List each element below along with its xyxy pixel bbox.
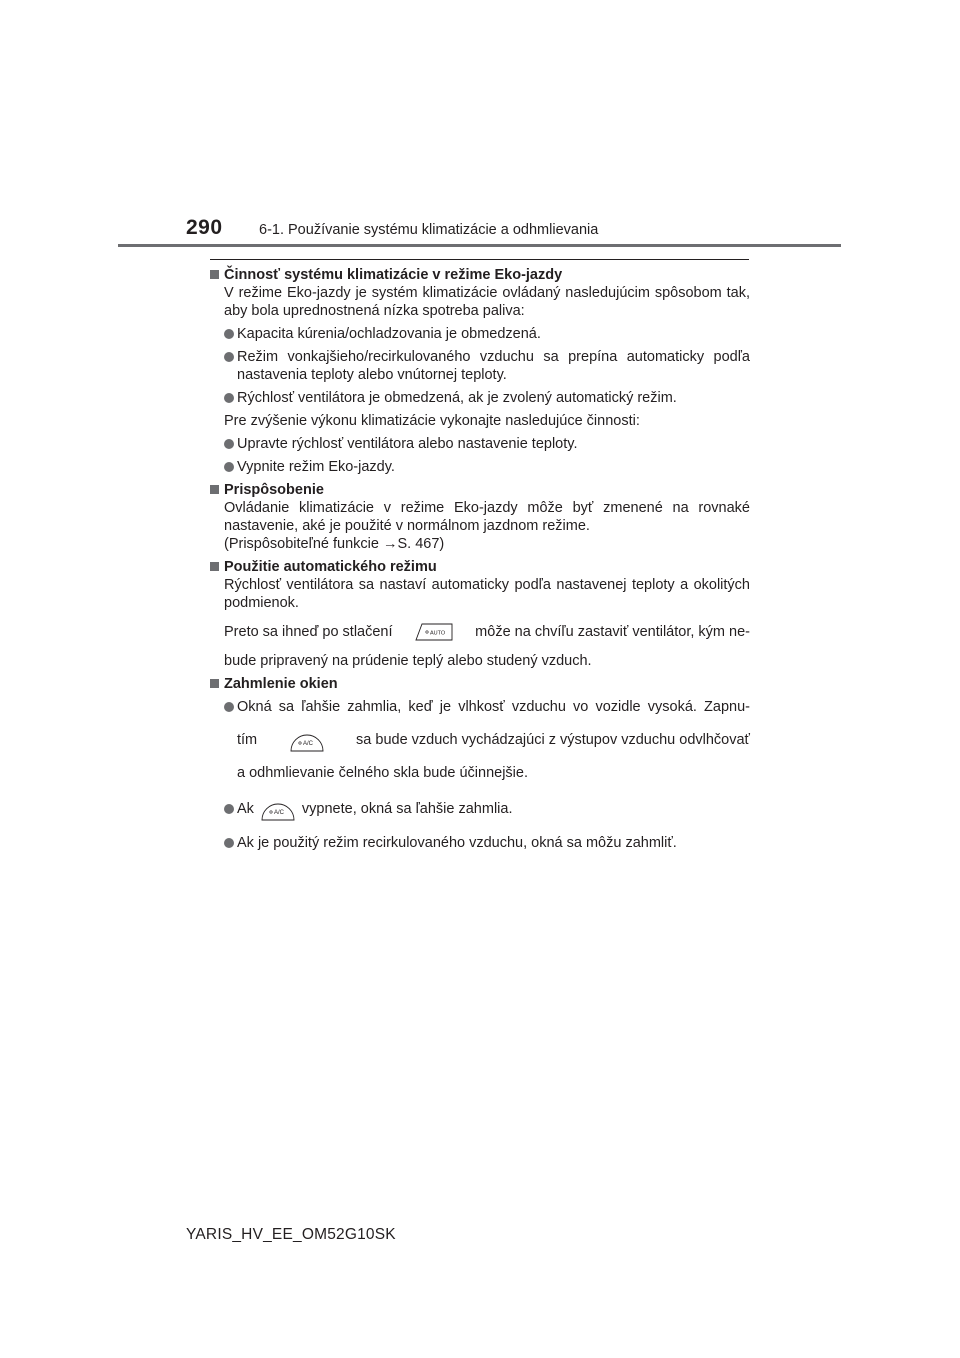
eco-bullet-2: Režim vonkajšieho/recirkulovaného vzduchu sa prepína automaticky podľa nastavenia teploty alebo vnútornej teploty. bbox=[224, 348, 750, 384]
section-heading-auto: Použitie automatického režimu bbox=[210, 558, 750, 576]
document-code: YARIS_HV_EE_OM52G10SK bbox=[186, 1226, 396, 1243]
section-heading-eco: Činnosť systému klimatizácie v režime Eko-jazdy bbox=[210, 266, 750, 284]
page-content bbox=[210, 266, 750, 852]
round-bullet-icon bbox=[224, 439, 234, 449]
page-number: 290 bbox=[186, 216, 223, 239]
eco-middle: Pre zvýšenie výkonu klimatizácie vykonajte nasledujúce činnosti: bbox=[224, 413, 640, 429]
section-heading-custom: Prispôsobenie bbox=[210, 481, 750, 499]
svg-text:A/C: A/C bbox=[273, 810, 284, 816]
fog-bullet-3: Ak je použitý režim recirkulovaného vzduchu, okná sa môžu zahmliť. bbox=[224, 834, 750, 852]
section-rule bbox=[210, 259, 749, 260]
ac-button-icon bbox=[289, 727, 325, 753]
round-bullet-icon bbox=[224, 804, 234, 814]
square-bullet-icon bbox=[210, 270, 219, 279]
auto-button-icon bbox=[414, 622, 454, 642]
header-rule bbox=[118, 244, 841, 247]
svg-text:AUTO: AUTO bbox=[429, 630, 446, 637]
square-bullet-icon bbox=[210, 485, 219, 494]
eco-bullet-1: Kapacita kúrenia/ochladzovania je obmedzená. bbox=[224, 325, 750, 343]
svg-text:A/C: A/C bbox=[302, 741, 313, 747]
eco-bullet-3: Rýchlosť ventilátora je obmedzená, ak je zvolený automatický režim. bbox=[224, 389, 750, 407]
round-bullet-icon bbox=[224, 462, 234, 472]
square-bullet-icon bbox=[210, 562, 219, 571]
round-bullet-icon bbox=[224, 838, 234, 848]
fog-bullet-1: Okná sa ľahšie zahmlia, keď je vlhkosť vzduchu vo vozidle vysoká. Zapnu- tím A/C sa bude vzduch vychádzajúci z výstupov vzduchu odvlhčovať a odhmlievanie čelného skla bude účinnejšie. bbox=[224, 698, 750, 782]
section-heading-fog: Zahmlenie okien bbox=[210, 675, 750, 693]
square-bullet-icon bbox=[210, 679, 219, 688]
auto-line-a: Preto sa ihneď po stlačení AUTO môže na chvíľu zastaviť ventilátor, kým ne- bbox=[224, 624, 750, 640]
round-bullet-icon bbox=[224, 329, 234, 339]
ac-button-icon bbox=[260, 796, 296, 822]
custom-text: Ovládanie klimatizácie v režime Eko-jazdy môže byť zmenené na rovnaké nastavenie, aké je použité v normálnom jazdnom režime. bbox=[224, 500, 750, 534]
fog-bullet-2: Ak A/C vypnete, okná sa ľahšie zahmlia. bbox=[224, 796, 750, 822]
custom-reference: (Prispôsobiteľné funkcie →S. 467) bbox=[224, 536, 445, 552]
chapter-title: 6-1. Používanie systému klimatizácie a odhmlievania bbox=[259, 222, 599, 238]
eco-bullet-4: Upravte rýchlosť ventilátora alebo nastavenie teploty. bbox=[224, 435, 750, 453]
auto-line-b: bude pripravený na prúdenie teplý alebo studený vzduch. bbox=[224, 653, 592, 669]
round-bullet-icon bbox=[224, 702, 234, 712]
eco-intro: V režime Eko-jazdy je systém klimatizácie ovládaný nasledujúcim spôsobom tak, aby bola uprednostnená nízka spotreba paliva: bbox=[224, 285, 750, 319]
eco-bullet-5: Vypnite režim Eko-jazdy. bbox=[224, 458, 750, 476]
auto-text: Rýchlosť ventilátora sa nastaví automaticky podľa nastavenej teploty a okolitých podmienok. bbox=[224, 577, 750, 611]
round-bullet-icon bbox=[224, 352, 234, 362]
round-bullet-icon bbox=[224, 393, 234, 403]
